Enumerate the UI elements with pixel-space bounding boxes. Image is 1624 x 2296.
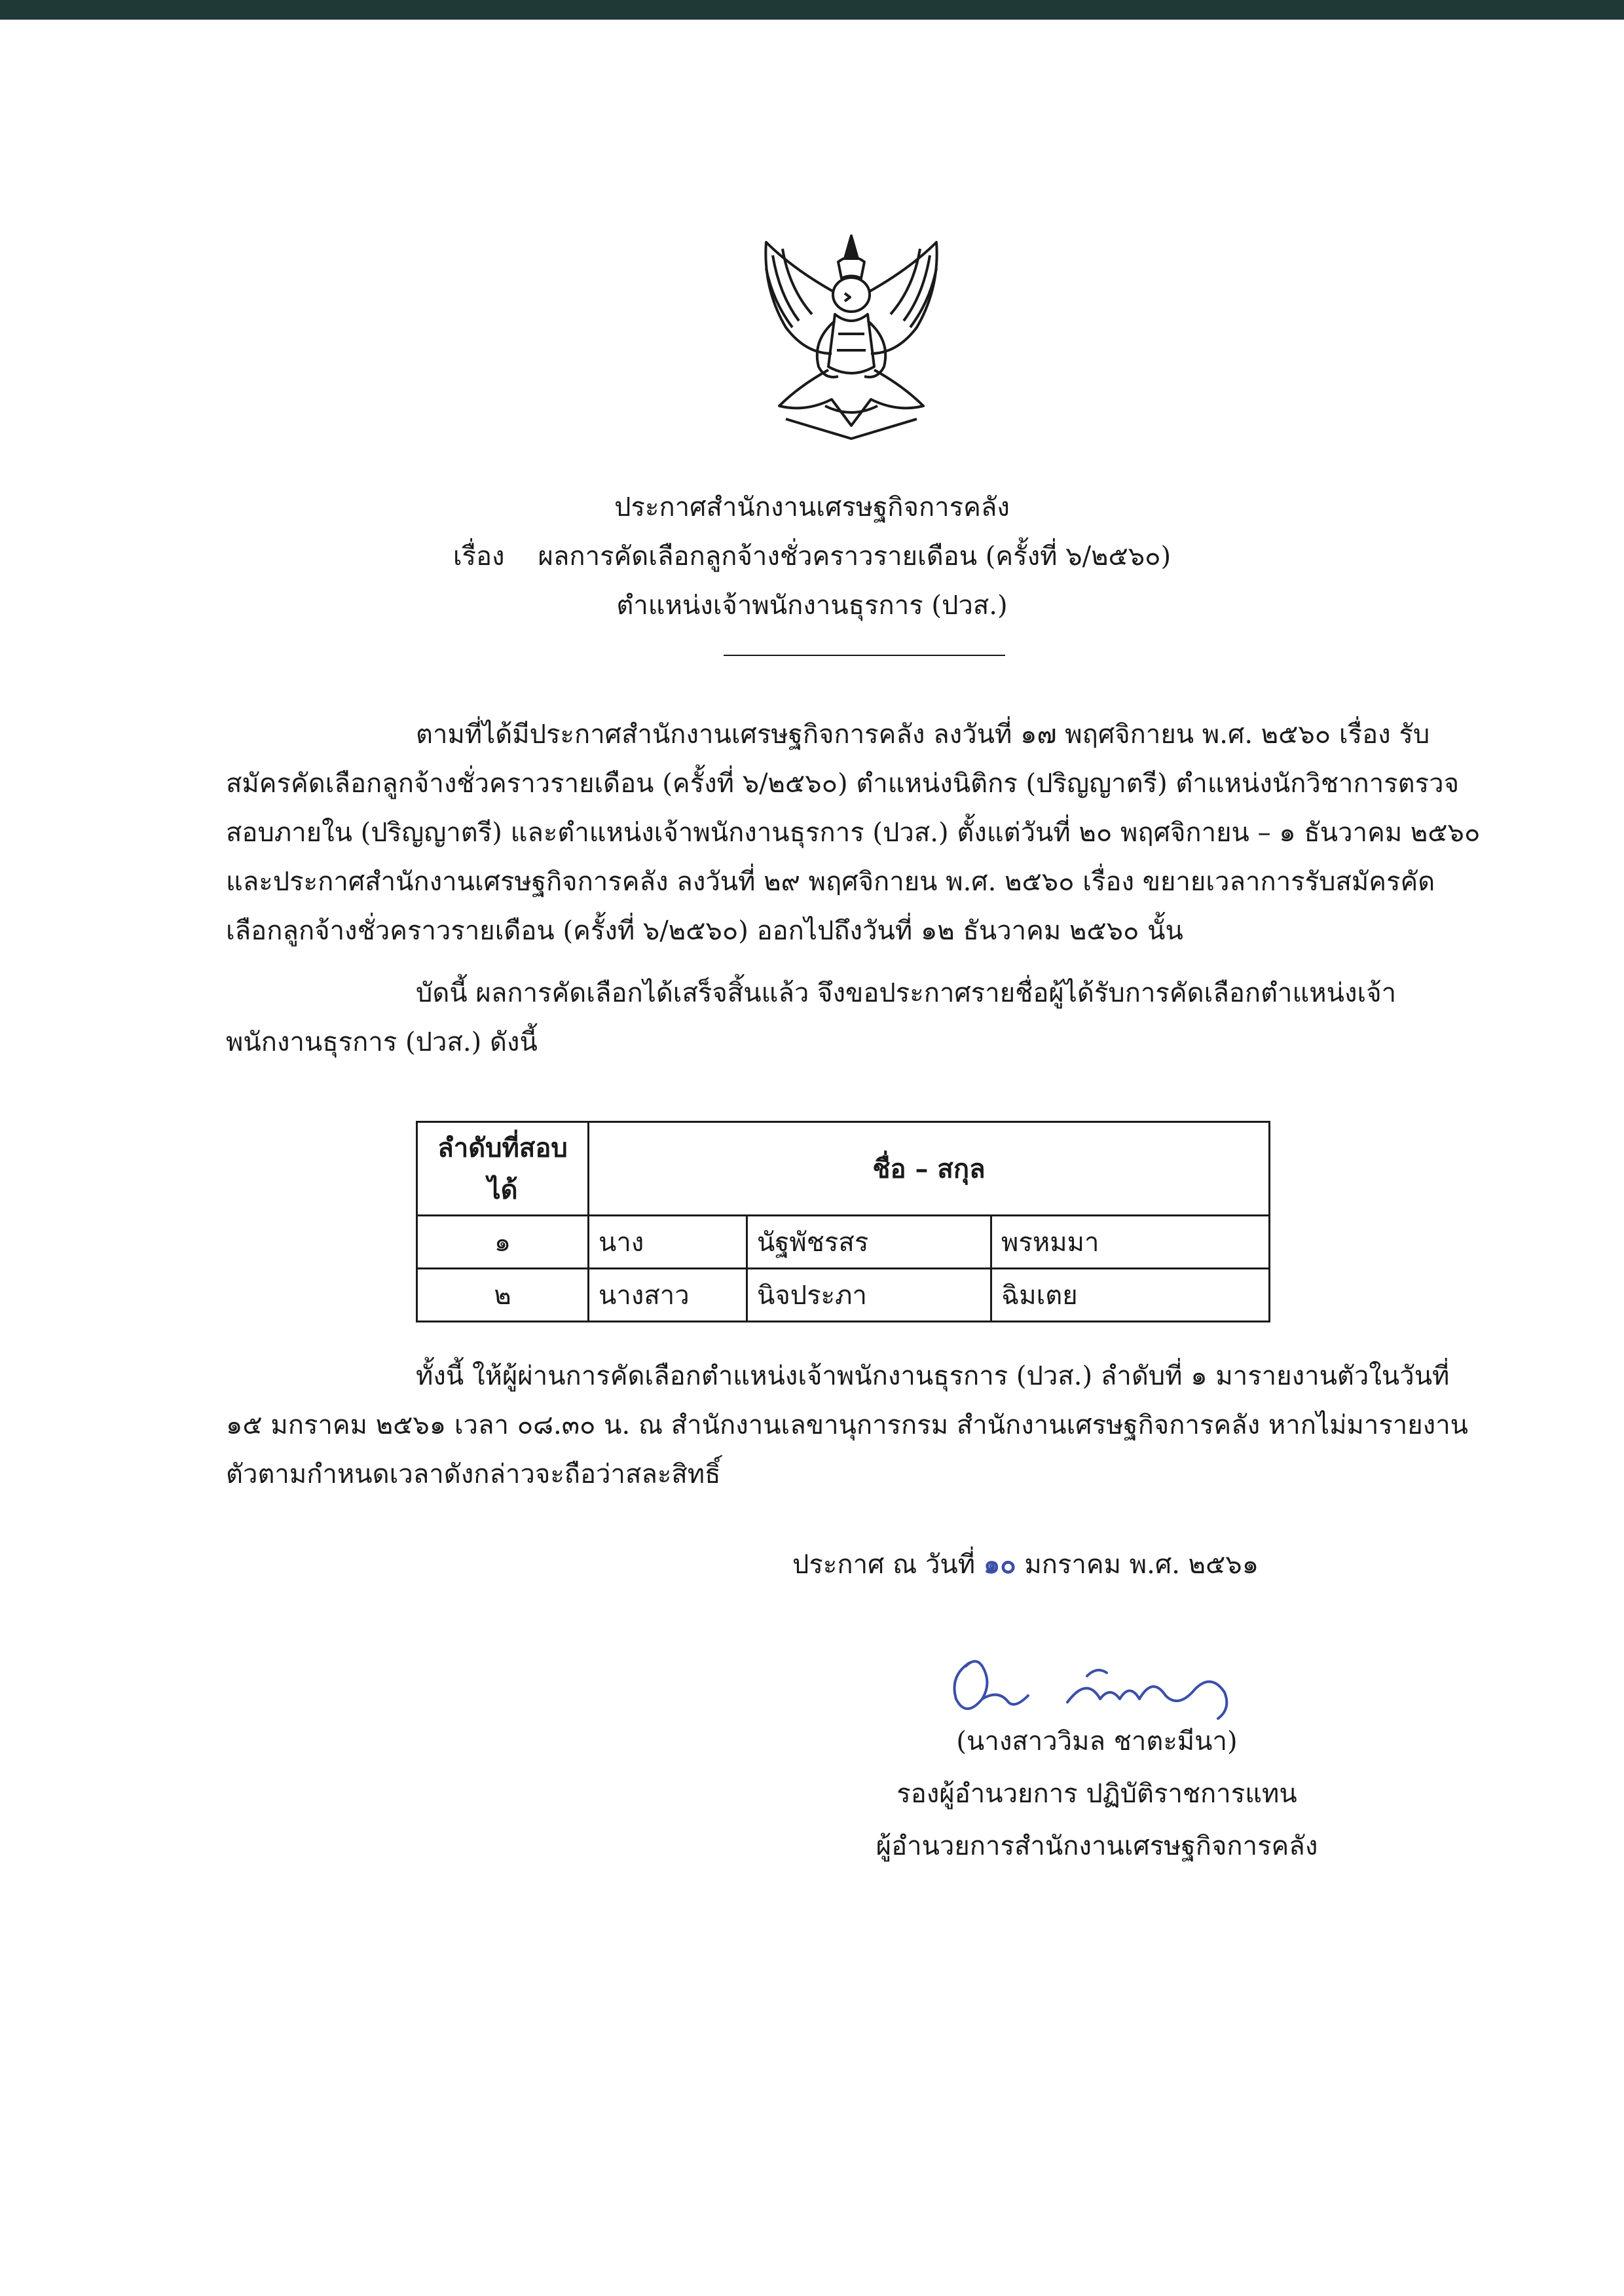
- table-row: [417, 1216, 1270, 1269]
- dateline-prefix: ประกาศ ณ วันที่: [792, 1550, 976, 1580]
- paragraph-2: บัดนี้ ผลการคัดเลือกได้เสร็จสิ้นแล้ว จึงขอประกาศรายชื่อผู้ได้รับการคัดเลือกตำแหน่งเจ้าพนักงานธุรการ (ปวส.) ดังนี้: [226, 978, 1397, 1057]
- subject-label: เรื่อง: [452, 541, 505, 572]
- paragraph-3: ทั้งนี้ ให้ผู้ผ่านการคัดเลือกตำแหน่งเจ้าพนักงานธุรการ (ปวส.) ลำดับที่ ๑ มารายงานตัวในวันที่ ๑๕ มกราคม ๒๕๖๑ เวลา ๐๘.๓๐ น. ณ สำนักงานเลขานุการกรม สำนักงานเศรษฐกิจการคลัง หากไม่มารายงานตัวตามกำหนดเวลาดังกล่าวจะถือว่าสละสิทธิ์: [226, 1361, 1468, 1489]
- title-underline: [724, 655, 1005, 656]
- position-line: ตำแหน่งเจ้าพนักงานธุรการ (ปวส.): [616, 591, 1008, 621]
- cell-rank: ๒: [417, 1269, 589, 1322]
- table-row: [417, 1269, 1270, 1322]
- signatory-title-1: รองผู้อำนวยการ ปฏิบัติราชการแทน: [896, 1779, 1297, 1809]
- signatory-title-2: ผู้อำนวยการสำนักงานเศรษฐกิจการคลัง: [876, 1831, 1318, 1861]
- header-rank: ลำดับที่สอบได้: [417, 1122, 589, 1216]
- cell-rank: ๑: [417, 1216, 589, 1269]
- cell-title: นางสาว: [589, 1269, 747, 1322]
- handwritten-signature: [936, 1637, 1244, 1728]
- cell-title: นาง: [589, 1216, 747, 1269]
- cell-first-name: นัฐพัชรสร: [747, 1216, 991, 1269]
- issuer-line: ประกาศสำนักงานเศรษฐกิจการคลัง: [614, 492, 1010, 522]
- cell-first-name: นิจประภา: [747, 1269, 991, 1322]
- subject-text: ผลการคัดเลือกลูกจ้างชั่วคราวรายเดือน (ครั้งที่ ๖/๒๕๖๐): [538, 541, 1172, 572]
- garuda-emblem-icon: [747, 229, 956, 452]
- cell-last-name: พรหมมา: [991, 1216, 1270, 1269]
- dateline-month-year: มกราคม พ.ศ. ๒๕๖๑: [1024, 1550, 1259, 1580]
- dateline-day: ๑๐: [983, 1549, 1016, 1580]
- subject-line: [0, 540, 1624, 573]
- cell-last-name: ฉิมเตย: [991, 1269, 1270, 1322]
- dateline: [792, 1548, 1259, 1581]
- results-table: [416, 1121, 1270, 1322]
- paragraph-1: ตามที่ได้มีประกาศสำนักงานเศรษฐกิจการคลัง ลงวันที่ ๑๗ พฤศจิกายน พ.ศ. ๒๕๖๐ เรื่อง รับสมัครคัดเลือกลูกจ้างชั่วคราวรายเดือน (ครั้งที่ ๖/๒๕๖๐) ตำแหน่งนิติกร (ปริญญาตรี) ตำแหน่งนักวิชาการตรวจสอบภายใน (ปริญญาตรี) และตำแหน่งเจ้าพนักงานธุรการ (ปวส.) ตั้งแต่วันที่ ๒๐ พฤศจิกายน – ๑ ธันวาคม ๒๕๖๐ และประกาศสำนักงานเศรษฐกิจการคลัง ลงวันที่ ๒๙ พฤศจิกายน พ.ศ. ๒๕๖๐ เรื่อง ขยายเวลาการรับสมัครคัดเลือกลูกจ้างชั่วคราวรายเดือน (ครั้งที่ ๖/๒๕๖๐) ออกไปถึงวันที่ ๑๒ ธันวาคม ๒๕๖๐ นั้น: [226, 720, 1481, 946]
- header-name: ชื่อ – สกุล: [589, 1122, 1270, 1216]
- signatory-name: (นางสาววิมล ชาตะมีนา): [956, 1726, 1238, 1757]
- scan-top-border: [0, 0, 1624, 20]
- table-header-row: [417, 1122, 1270, 1216]
